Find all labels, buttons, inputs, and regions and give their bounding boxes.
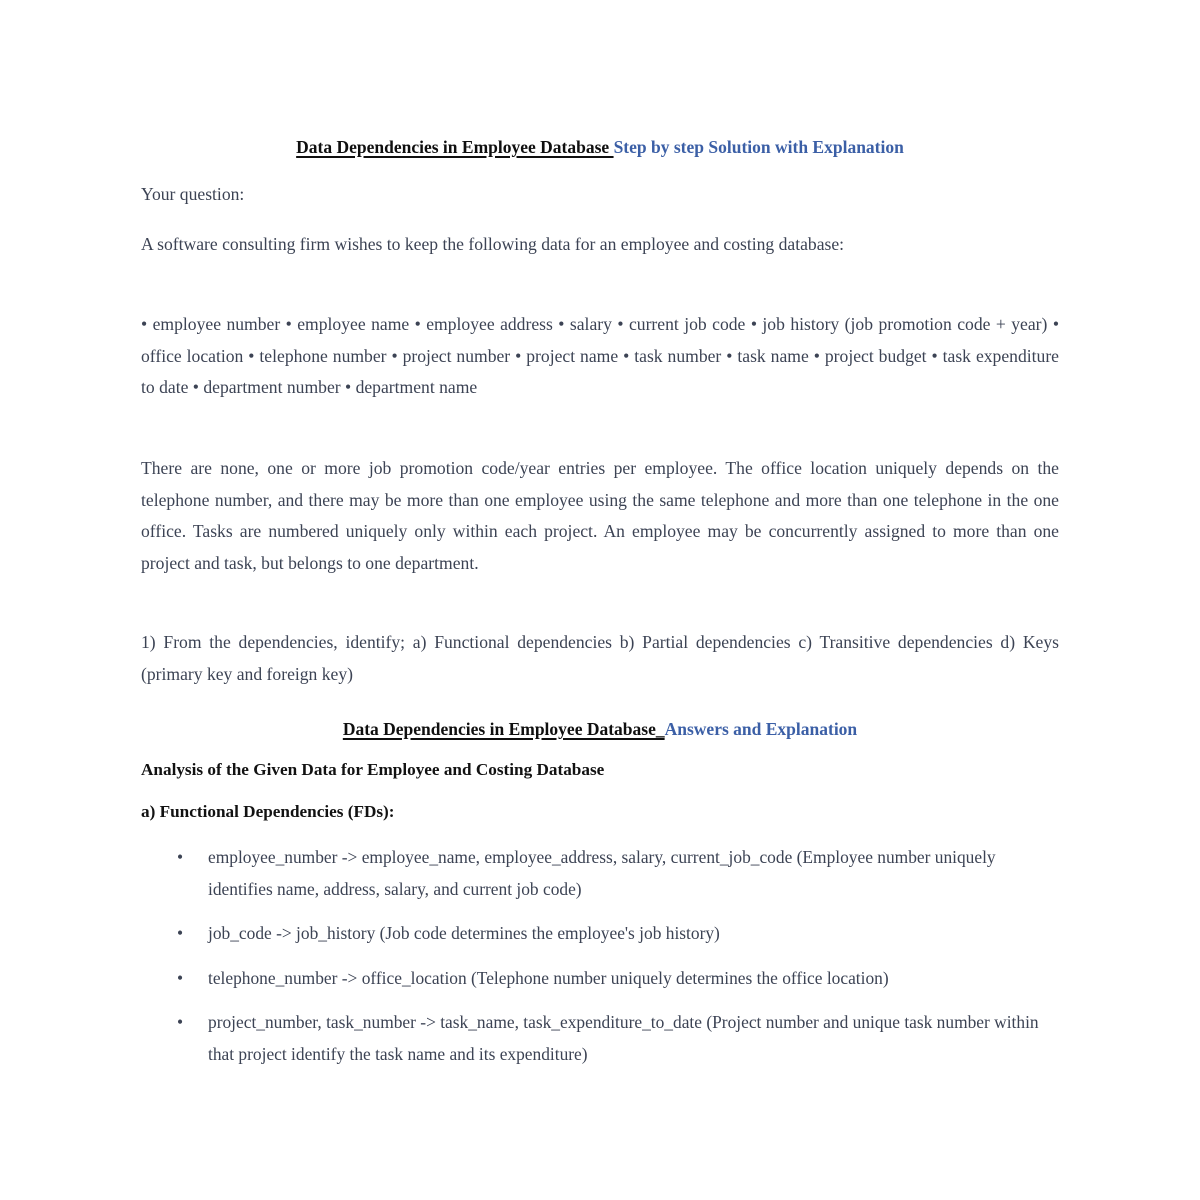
list-item (141, 842, 1059, 905)
title-1-blue-segment: Step by step Solution with Explanation (613, 137, 904, 157)
list-item (141, 963, 1059, 995)
list-item-text: telephone_number -> office_location (Telephone number uniquely determines the office location) (208, 967, 889, 988)
analysis-heading: Analysis of the Given Data for Employee and Costing Database (141, 760, 605, 779)
bullet-icon: • (177, 923, 184, 943)
section-a-heading: a) Functional Dependencies (FDs): (141, 802, 395, 821)
bullet-icon: • (177, 847, 184, 867)
attributes-paragraph: • employee number • employee name • employee address • salary • current job code • job history (job promotion code + year) • office location • telephone number • project number • project name • task number • task name • project budget • task expenditure to date • department number • department name (141, 314, 1059, 397)
bullet-icon: • (177, 967, 184, 988)
list-item-text: employee_number -> employee_name, employee_address, salary, current_job_code (Employee number uniquely identifies name, address, salary, and current job code) (208, 847, 996, 899)
title-2-black-segment: Data Dependencies in Employee Database_ (342, 719, 665, 739)
list-item (141, 1007, 1059, 1070)
page-title (141, 136, 1059, 160)
constraints-paragraph: There are none, one or more job promotion code/year entries per employee. The office location uniquely depends on the telephone number, and there may be more than one employee using the same telephone and more than one telephone in the one office. Tasks are numbered uniquely only within each project. An employee may be concurrently assigned to more than one project and task, but belongs to one department. (141, 458, 1059, 573)
your-question-label: Your question: (141, 184, 245, 204)
document-title-2 (141, 718, 1059, 742)
question-paragraph: 1) From the dependencies, identify; a) Functional dependencies b) Partial dependencies c) Transitive dependencies d) Keys (primary key and foreign key) (141, 632, 1059, 684)
document-title-1 (141, 136, 1059, 160)
list-item (141, 918, 1059, 950)
list-item-text: job_code -> job_history (Job code determines the employee's job history) (208, 923, 720, 943)
answers-title (141, 718, 1059, 742)
list-item-text: project_number, task_number -> task_name, task_expenditure_to_date (Project number and unique task number within that project identify the task name and its expenditure) (208, 1012, 1039, 1064)
bullet-icon: • (177, 1012, 184, 1032)
intro-paragraph: A software consulting firm wishes to keep the following data for an employee and costing database: (141, 234, 845, 254)
title-2-blue-segment: Answers and Explanation (664, 719, 858, 739)
title-1-black-segment: Data Dependencies in Employee Database (296, 137, 614, 157)
functional-dependencies-list (141, 842, 1059, 1083)
